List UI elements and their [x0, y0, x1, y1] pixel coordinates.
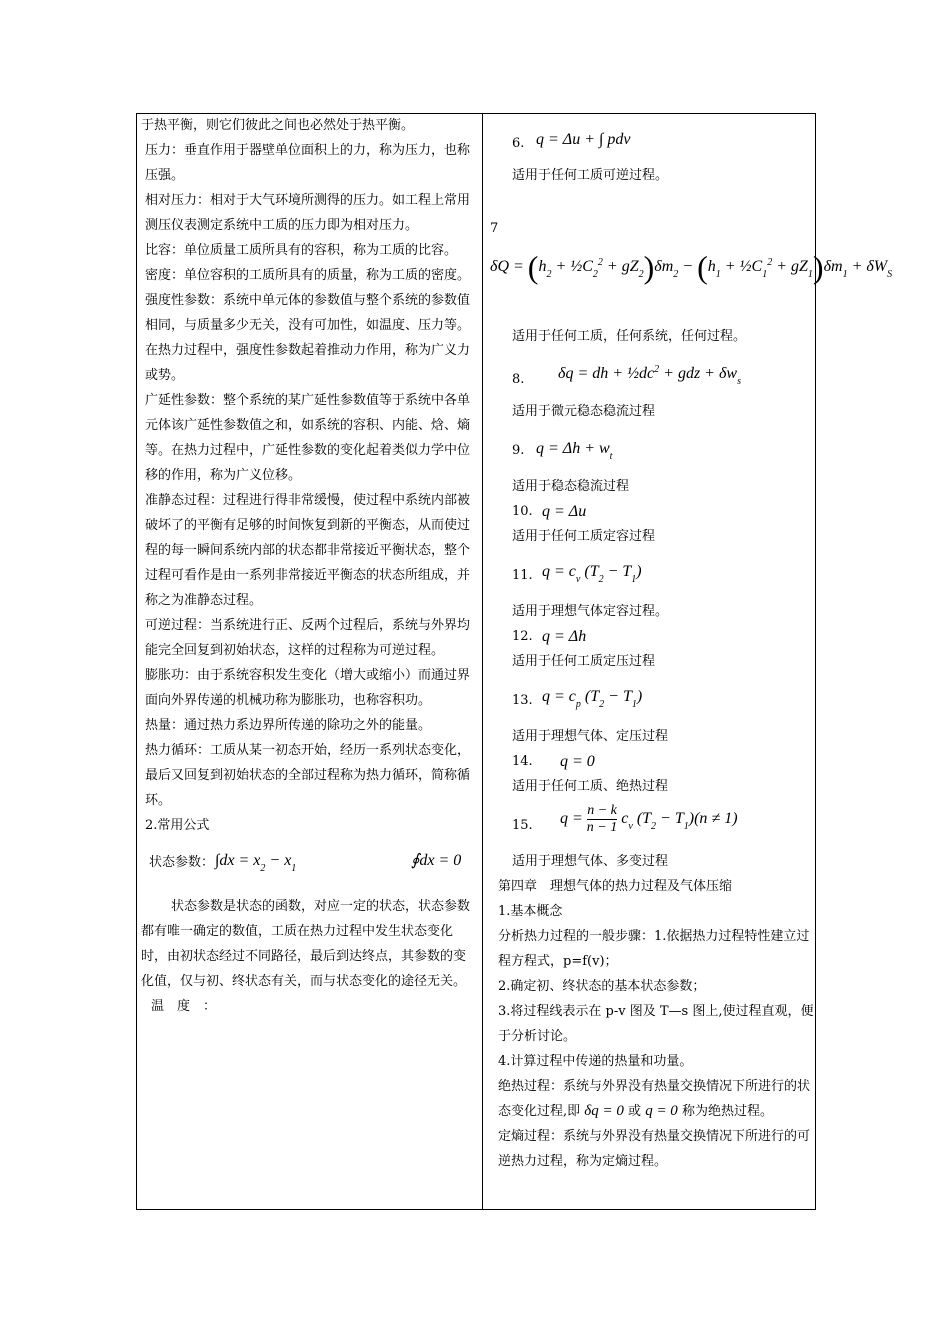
- paragraph-quasi-static: 准静态过程：过程进行得非常缓慢，使过程中系统内部被破坏了的平衡有足够的时间恢复到新的平衡态，从而使过程的每一瞬间系统内部的状态都非常接近平衡状态，整个过程可看作是由一系列非常接近平衡态的状态所组成，并称之为准静态过程。: [145, 493, 471, 608]
- formula-10-note: 适用于任何工质定容过程: [512, 529, 656, 544]
- formula-12-note: 适用于任何工质定压过程: [512, 654, 656, 669]
- formula-15-expr: q = $\frac{n - k}{n - 1}$ $c_v$ $(T_2 - T_1)(n \ne 1)$: [560, 803, 738, 835]
- adiabatic-formula-b: q = 0: [645, 1103, 678, 1119]
- paragraph-isentropic: 定熵过程：系统与外界没有热量交换情况下所进行的可逆热力过程，称为定熵过程。: [498, 1129, 811, 1169]
- formula-8: [490, 349, 814, 399]
- formula-8-expr: δq = dh + $\frac{1}{2}dc^2$ + gdz + $\delta w_s$: [558, 364, 741, 387]
- formula-13-number: 13.: [512, 693, 533, 708]
- adiabatic-text-c: 称为绝热过程。: [681, 1104, 773, 1119]
- formula-6-number: 6.: [512, 136, 525, 151]
- paragraph-expansion-work: 膨胀功：由于系统容积发生变化（增大或缩小）而通过界面向外界传递的机械功称为膨胀功，也称容积功。: [145, 668, 471, 708]
- formula-15-number: 15.: [512, 818, 533, 833]
- paragraph-cycle: 热力循环：工质从某一初态开始，经历一系列状态变化，最后又回复到初始状态的全部过程称为热力循环，简称循环。: [145, 743, 471, 808]
- adiabatic-text-a: 绝热过程：系统与外界没有热量交换情况下所进行的状态变化过程,即: [498, 1079, 811, 1119]
- section-heading-formulas: 2.常用公式: [145, 818, 210, 833]
- formula-15: [490, 799, 814, 849]
- paragraph-density: 密度：单位容积的工质所具有的质量，称为工质的密度。: [145, 268, 471, 283]
- basic-concepts-heading: 1.基本概念: [498, 904, 563, 919]
- right-column: [490, 113, 893, 1174]
- formula-9-number: 9.: [512, 443, 525, 458]
- paragraph-step-3: 3.将过程线表示在 p-v 图及 T—s 图上,使过程直观，便于分析讨论。: [498, 1004, 814, 1044]
- paragraph-state-function: 状态参数是状态的函数，对应一定的状态，状态参数都有唯一确定的数值，工质在热力过程中发生状态变化时，由初状态经过不同路径，最后到达终点，其参数的变化值，仅与初、终状态有关，而与状态变化的途径无关。: [141, 899, 471, 989]
- formula-14-expr: q = 0: [560, 753, 595, 770]
- formula-11-note: 适用于理想气体定容过程。: [512, 604, 669, 619]
- paragraph-heat: 热量：通过热力系边界所传递的除功之外的能量。: [145, 718, 432, 733]
- formula-8-note: 适用于微元稳态稳流过程: [512, 404, 656, 419]
- formula-12: [490, 624, 814, 649]
- formula-11-number: 11.: [512, 568, 533, 583]
- formula-13-expr: $q = c_p$ $(T_2 - T_1)$: [542, 688, 643, 710]
- formula-6: [490, 113, 814, 163]
- formula-10-expr: q = Δu: [542, 503, 587, 520]
- chapter-4-heading: 第四章 理想气体的热力过程及气体压缩: [498, 879, 733, 894]
- paragraph-adiabatic: [490, 1074, 814, 1124]
- paragraph-intensive: 强度性参数：系统中单元体的参数值与整个系统的参数值相同，与质量多少无关，没有可加性，如温度、压力等。在热力过程中，强度性参数起着推动力作用，称为广义力或势。: [145, 293, 471, 383]
- formula-7-note: 适用于任何工质，任何系统，任何过程。: [512, 329, 747, 344]
- paragraph-pressure: 压力：垂直作用于器壁单位面积上的力，称为压力，也称压强。: [145, 143, 471, 183]
- formula-12-expr: q = Δh: [542, 628, 587, 645]
- formula-8-number: 8.: [512, 372, 525, 387]
- formula-7: [490, 188, 893, 324]
- paragraph-specific-volume: 比容：单位质量工质所具有的容积，称为工质的比容。: [145, 243, 458, 258]
- formula-13-note: 适用于理想气体、定压过程: [512, 729, 669, 744]
- formula-9: [490, 424, 814, 474]
- state-parameter-label: 状态参数：: [149, 855, 215, 870]
- formula-14-note: 适用于任何工质、绝热过程: [512, 779, 669, 794]
- formula-12-number: 12.: [512, 629, 533, 644]
- formula-14: [490, 749, 814, 774]
- formula-6-note: 适用于任何工质可逆过程。: [512, 168, 669, 183]
- formula-14-number: 14.: [512, 754, 533, 769]
- paragraph-temperature: 温 度 ：: [151, 999, 217, 1014]
- paragraph-relative-pressure: 相对压力：相对于大气环境所测得的压力。如工程上常用测压仪表测定系统中工质的压力即为相对压力。: [145, 193, 471, 233]
- formula-15-note: 适用于理想气体、多变过程: [512, 854, 669, 869]
- formula-10-number: 10.: [512, 504, 533, 519]
- closed-integral-formula: ∮dx = 0: [411, 852, 462, 869]
- formula-6-expr: q = Δu + ∫ pdv: [536, 131, 631, 148]
- paragraph-steps: 分析热力过程的一般步骤：1.依据热力过程特性建立过程方程式，p=f(v)；: [498, 929, 810, 969]
- paragraph-step-2: 2.确定初、终状态的基本状态参数；: [498, 979, 706, 994]
- formula-7-expr: $\delta Q = (h_2$ + $\frac{1}{2}C_2^2 + gZ_2)\delta m_2 - (h_1$ + $\frac{1}{2}C_1^2 + gZ_1)\delta m_1 + \delta W_S$: [490, 248, 893, 285]
- formula-11: [490, 549, 814, 599]
- paragraph-reversible: 可逆过程：当系统进行正、反两个过程后，系统与外界均能完全回复到初始状态，这样的过程称为可逆过程。: [145, 618, 471, 658]
- column-divider: [482, 113, 483, 1210]
- paragraph-thermal-equilibrium: 于热平衡，则它们彼此之间也必然处于热平衡。: [141, 118, 415, 133]
- formula-9-note: 适用于稳态稳流过程: [512, 479, 630, 494]
- formula-9-expr: $q = \Delta h + w_t$: [536, 440, 613, 462]
- formula-10: [490, 499, 814, 524]
- left-column: [141, 113, 477, 1019]
- adiabatic-text-b: 或: [628, 1104, 642, 1119]
- integral-formula: $\int dx = x_2 - x_1$: [215, 852, 297, 874]
- formula-13: [490, 674, 814, 724]
- adiabatic-formula-a: δq = 0: [584, 1103, 624, 1119]
- paragraph-step-4: 4.计算过程中传递的热量和功量。: [498, 1054, 693, 1069]
- state-parameter-formula: [141, 838, 477, 894]
- formula-11-expr: $q = c_v$ $(T_2 - T_1)$: [542, 563, 642, 585]
- formula-7-number: 7: [490, 221, 499, 236]
- paragraph-extensive: 广延性参数：整个系统的某广延性参数值等于系统中各单元体该广延性参数值之和，如系统的容积、内能、焓、熵等。在热力过程中，广延性参数的变化起着类似力学中位移的作用，称为广义位移。: [145, 393, 471, 483]
